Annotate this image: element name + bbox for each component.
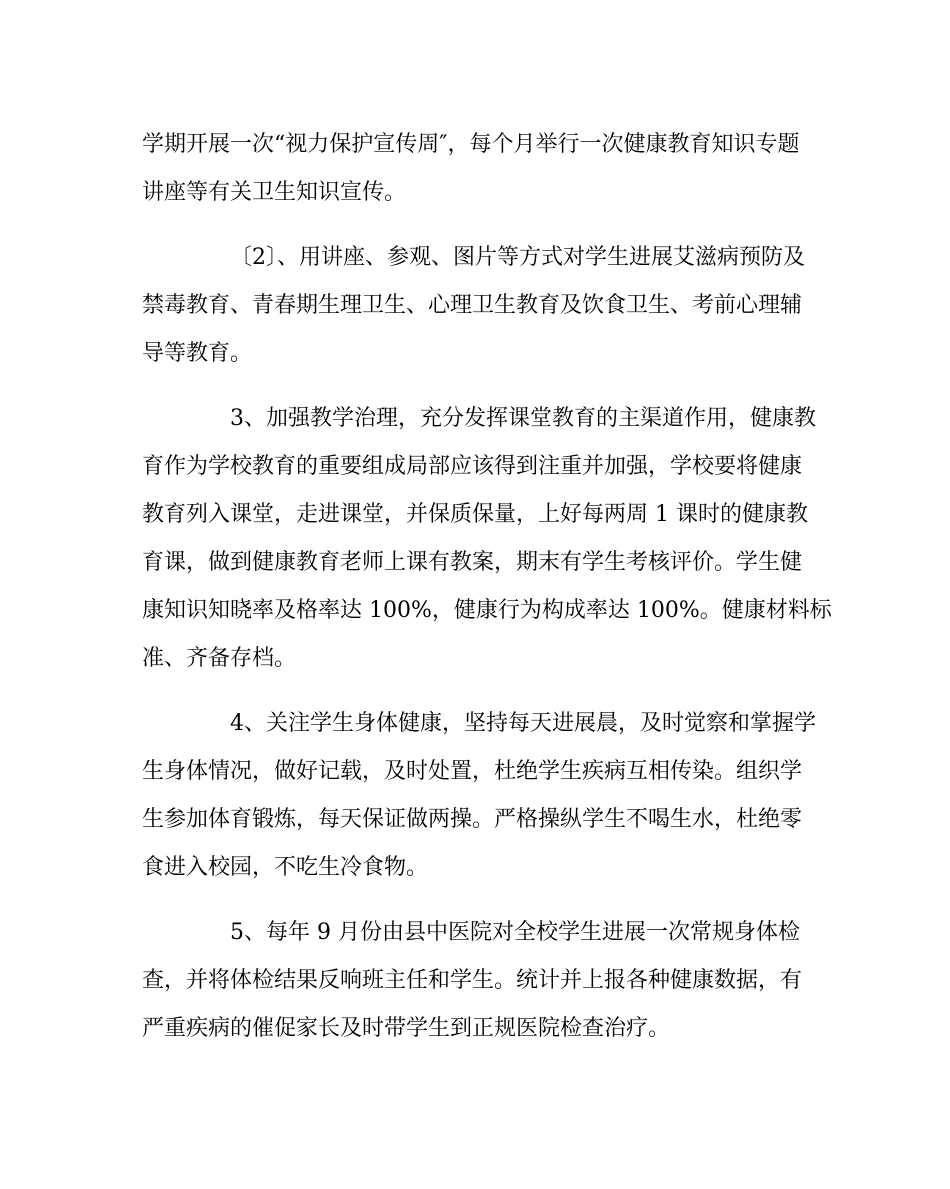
text-line: 查，并将体检结果反响班主任和学生。统计并上报各种健康数据，有 (142, 968, 803, 993)
paragraph-spacing (142, 378, 810, 395)
text-line: 教育列入课堂，走进课堂，并保质保量，上好每两周 1 课时的健康教 (142, 502, 808, 527)
paragraph-spacing (142, 892, 810, 909)
text-line: 严重疾病的催促家长及时带学生到正规医院检查治疗。 (142, 1016, 671, 1041)
paragraph-spacing (142, 217, 810, 234)
paragraph (142, 234, 810, 378)
text-line: 食进入校园，不吃生冷食物。 (142, 855, 429, 880)
text-line: 学期开展一次“视力保护宣传周″，每个月举行一次健康教育知识专题 (142, 132, 800, 157)
text-line: 禁毒教育、青春期生理卫生、心理卫生教育及饮食卫生、考前心理辅 (142, 293, 803, 318)
text-line: 康知识知晓率及格率达 100%，健康行为构成率达 100%。健康材料标 (142, 598, 832, 623)
document-body (142, 121, 832, 1053)
text-line: 导等教育。 (142, 341, 253, 366)
text-line: 5、每年 9 月份由县中医院对全校学生进展一次常规身体检 (230, 920, 800, 945)
text-line: 讲座等有关卫生知识宣传。 (142, 180, 407, 205)
text-line: 〔2〕、用讲座、参观、图片等方式对学生进展艾滋病预防及 (230, 245, 805, 270)
text-line: 育课，做到健康教育老师上课有教案，期末有学生考核评价。学生健 (142, 550, 803, 575)
text-line: 4、关注学生身体健康，坚持每天进展晨，及时觉察和掌握学 (230, 711, 816, 736)
paragraph (142, 700, 816, 892)
text-line: 生身体情况，做好记载，及时处置，杜绝学生疾病互相传染。组织学 (142, 759, 803, 784)
text-line: 育作为学校教育的重要组成局部应该得到注重并加强，学校要将健康 (142, 454, 803, 479)
text-line: 准、齐备存档。 (142, 646, 297, 671)
text-line: 生参加体育锻炼，每天保证做两操。严格操纵学生不喝生水，杜绝零 (142, 807, 803, 832)
paragraph (142, 121, 810, 217)
text-line: 3、加强教学治理，充分发挥课堂教育的主渠道作用，健康教 (230, 406, 816, 431)
paragraph (142, 909, 810, 1053)
paragraph-spacing (142, 683, 810, 700)
paragraph (142, 395, 832, 683)
